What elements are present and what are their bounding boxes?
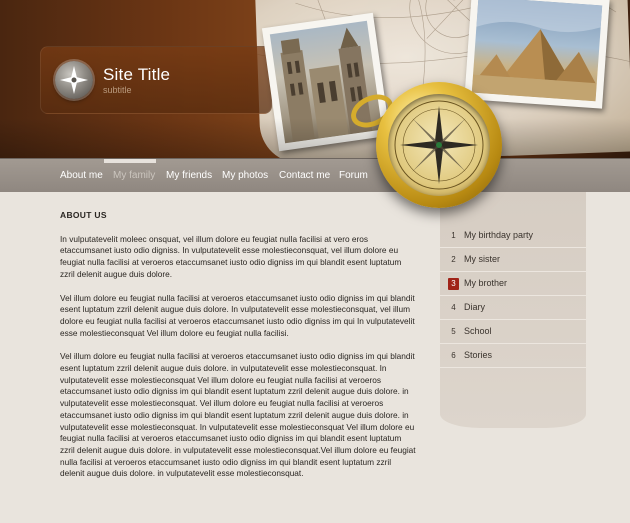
- nav-item-my-family[interactable]: My family: [113, 170, 156, 181]
- sidebar-item-number-badge: 3: [448, 278, 459, 290]
- article-paragraph: Vel illum dolore eu feugiat nulla facilisi at veroeros etaccumsanet iusto odio digniss im qui blandit esent luptatum zzril delenit augue duis dolore. In vulputatevelit esse molestieconsquat, vel illum dolore eu feugiat nulla facilisi at veroeros etaccumsanet iusto odio digniss im qui In vulputatevelit esse molestieconsquat Vel illum dolore eu feugiat nulla facilisi.: [60, 292, 415, 338]
- nav-item-about-me[interactable]: About me: [60, 170, 103, 181]
- content-area: [0, 192, 630, 523]
- sidebar: [440, 192, 586, 428]
- nav-active-indicator: [104, 159, 156, 163]
- compass-illustration: [376, 82, 502, 208]
- sidebar-item-my-birthday-party[interactable]: [440, 224, 586, 248]
- sidebar-item-number: 6: [451, 351, 456, 360]
- nav-item-my-friends[interactable]: My friends: [166, 170, 213, 181]
- sidebar-item-label: Diary: [464, 302, 486, 312]
- sidebar-item-label: My brother: [464, 278, 508, 288]
- site-branding: [40, 46, 272, 114]
- main-navigation: [0, 158, 630, 192]
- site-title[interactable]: Site Title: [103, 65, 171, 84]
- site-subtitle: subtitle: [103, 85, 132, 95]
- site-header: [0, 0, 630, 158]
- section-heading: ABOUT US: [60, 210, 107, 220]
- sidebar-item-diary[interactable]: [440, 296, 586, 320]
- pyramids-photo: [464, 0, 609, 109]
- sidebar-item-label: My sister: [464, 254, 500, 264]
- sidebar-item-my-brother[interactable]: [440, 272, 586, 296]
- sidebar-item-stories[interactable]: [440, 344, 586, 368]
- sidebar-item-label: My birthday party: [464, 230, 534, 240]
- compass-rose-icon: [55, 61, 93, 99]
- sidebar-item-number: 5: [451, 327, 456, 336]
- sidebar-item-label: Stories: [464, 350, 493, 360]
- sidebar-list: [440, 224, 586, 368]
- sidebar-item-number: 1: [451, 231, 456, 240]
- nav-item-my-photos[interactable]: My photos: [222, 170, 269, 181]
- cathedral-photo: [262, 13, 390, 151]
- sidebar-item-number: 2: [451, 255, 456, 264]
- sidebar-item-school[interactable]: [440, 320, 586, 344]
- sidebar-item-label: School: [464, 326, 492, 336]
- main-article: [60, 210, 416, 492]
- article-paragraph: In vulputatevelit moleec onsquat, vel illum dolore eu feugiat nulla facilisi at vero eros etaccumsanet iusto odio digniss. In vulputatevelit esse molestieconsquat, vel illum dolore eu feugiat nulla facilisi at veroeros etaccumsanet iusto odio digniss im qui blandit esent luptatum zzril delenit augue duis dolore.: [60, 233, 402, 279]
- article-paragraph: Vel illum dolore eu feugiat nulla facilisi at veroeros etaccumsanet iusto odio digniss im qui blandit esent luptatum zzril delenit augue duis dolore. in vulputatevelit esse molestieconsquat. In vulputatevelit esse molestieconsquat Vel illum dolore eu feugiat nulla facilisi at veroeros etaccumsanet iusto odio digniss im qui blandit esent luptatum zzril delenit augue duis dolore. in vulputatevelit esse molestieconsquat. Vel illum dolore eu feugiat nulla facilisi at veroeros etaccumsanet iusto odio digniss im qui blandit esent luptatum zzril delenit augue duis dolore. in vulputatevelit esse molestieconsquat. In vulputatevelit esse molestieconsquat Vel illum dolore eu feugiat nulla facilisi at veroeros etaccumsanet iusto odio digniss im qui blandit esent luptatum zzril delenit augue duis dolore. in vulputatevelit esse molestieconsquat.Vel illum dolore eu feugiat nulla facilisi at veroeros etaccumsanet iusto odio digniss im qui blandit esent luptatum zzril delenit augue duis dolore. in vulputatevelit esse molestieconsquat.: [60, 351, 416, 479]
- sidebar-item-number: 4: [451, 303, 456, 312]
- nav-item-forum[interactable]: Forum: [339, 170, 368, 181]
- nav-item-contact-me[interactable]: Contact me: [279, 170, 331, 181]
- sidebar-item-my-sister[interactable]: [440, 248, 586, 272]
